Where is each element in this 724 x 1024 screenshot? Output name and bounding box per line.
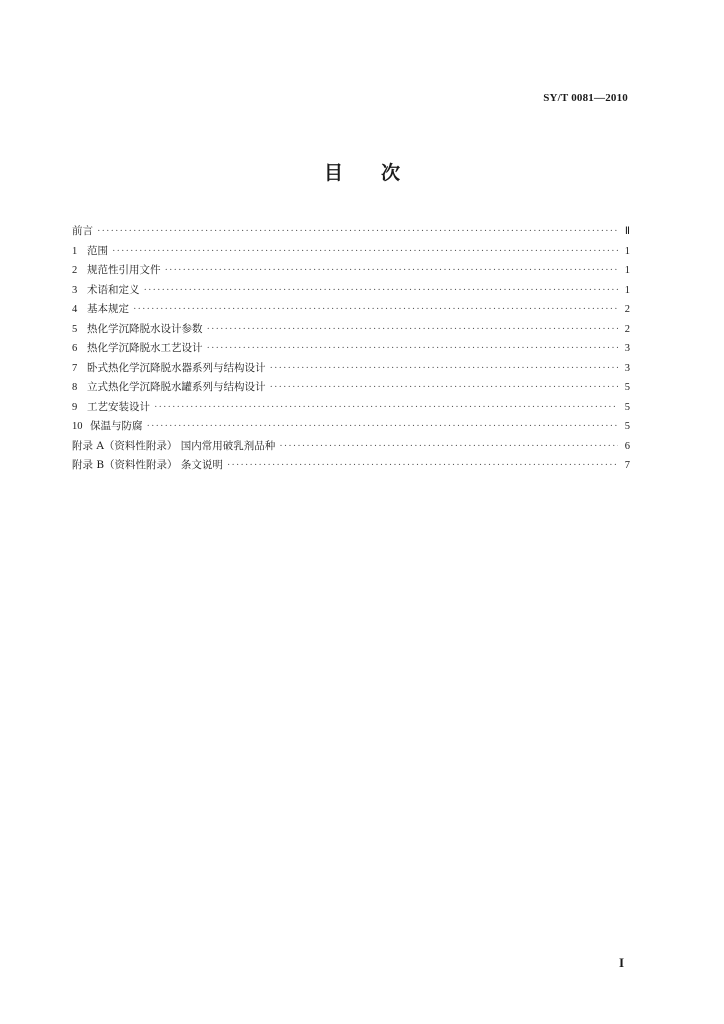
toc-item-page: 3 <box>624 362 630 374</box>
toc-item-label: 卧式热化学沉降脱水器系列与结构设计 <box>87 361 266 374</box>
toc-title-right: 次 <box>381 162 401 184</box>
toc-item-number: 3 <box>72 284 78 296</box>
toc-item-7[interactable] <box>72 359 630 379</box>
toc-item-label: 立式热化学沉降脱水罐系列与结构设计 <box>87 381 266 393</box>
toc-item-page: 3 <box>624 343 630 354</box>
toc-item-4[interactable] <box>72 300 630 320</box>
toc-leader-dots <box>112 242 618 262</box>
toc-item-foreword[interactable] <box>72 222 630 242</box>
toc-item-page: 5 <box>624 421 630 432</box>
toc-leader-dots <box>154 398 618 418</box>
standard-code: SY/T 0081—2010 <box>543 92 628 104</box>
toc-item-label: 热化学沉降脱水工艺设计 <box>87 342 203 354</box>
toc-item-label: 前言 <box>72 225 93 237</box>
toc-leader-dots <box>279 437 618 457</box>
page-number: I <box>618 955 624 970</box>
toc-item-page: 5 <box>624 382 630 393</box>
toc-item-number: 4 <box>72 304 78 315</box>
toc-item-appendix-a[interactable] <box>72 437 630 457</box>
toc-item-9[interactable] <box>72 398 630 418</box>
toc-item-page: 2 <box>624 323 630 335</box>
toc-item-page: 1 <box>624 265 630 276</box>
toc-item-page: 1 <box>624 245 630 257</box>
toc-leader-dots <box>133 300 618 320</box>
toc-item-label: 附录 A（资料性附录） 国内常用破乳剂品种 <box>72 439 276 452</box>
toc-item-number: 2 <box>72 265 78 276</box>
toc-item-number: 10 <box>72 421 83 432</box>
toc-item-2[interactable] <box>72 261 630 281</box>
toc-item-appendix-b[interactable] <box>72 456 630 476</box>
toc-item-number: 9 <box>72 401 78 413</box>
toc-leader-dots <box>227 456 618 476</box>
toc-item-page: 7 <box>624 460 630 471</box>
toc-item-8[interactable] <box>72 378 630 398</box>
toc-item-page: 1 <box>624 284 630 296</box>
toc-item-page: Ⅱ <box>624 226 630 237</box>
toc-item-number: 7 <box>72 362 78 374</box>
toc-title-left: 目 <box>323 162 343 184</box>
toc-item-5[interactable] <box>72 320 630 340</box>
toc-item-label: 范围 <box>87 244 108 257</box>
toc-item-number: 6 <box>72 343 78 354</box>
toc-leader-dots <box>165 261 619 281</box>
toc-title <box>0 158 724 185</box>
toc-leader-dots <box>144 281 619 301</box>
toc-item-page: 6 <box>624 440 630 452</box>
toc-item-6[interactable] <box>72 339 630 359</box>
toc-item-page: 2 <box>624 304 630 315</box>
toc-item-page: 5 <box>624 401 630 413</box>
toc-item-number: 1 <box>72 245 78 257</box>
toc-item-label: 保温与防腐 <box>90 420 143 432</box>
toc-leader-dots <box>207 320 619 340</box>
toc-item-label: 附录 B（资料性附录） 条文说明 <box>72 459 223 471</box>
toc-item-label: 术语和定义 <box>87 283 140 296</box>
toc-item-label: 基本规定 <box>87 303 129 315</box>
toc-leader-dots <box>97 222 618 242</box>
toc-item-label: 热化学沉降脱水设计参数 <box>87 322 203 335</box>
toc-item-number: 8 <box>72 382 78 393</box>
toc-item-label: 工艺安装设计 <box>87 400 150 413</box>
toc-item-label: 规范性引用文件 <box>87 264 161 276</box>
toc-item-3[interactable] <box>72 281 630 301</box>
toc-leader-dots <box>270 359 619 379</box>
toc-item-number: 5 <box>72 323 78 335</box>
toc-leader-dots <box>270 378 619 398</box>
toc-leader-dots <box>207 339 619 359</box>
toc-list <box>72 222 630 476</box>
toc-leader-dots <box>147 417 619 437</box>
toc-item-10[interactable] <box>72 417 630 437</box>
toc-item-1[interactable] <box>72 242 630 262</box>
